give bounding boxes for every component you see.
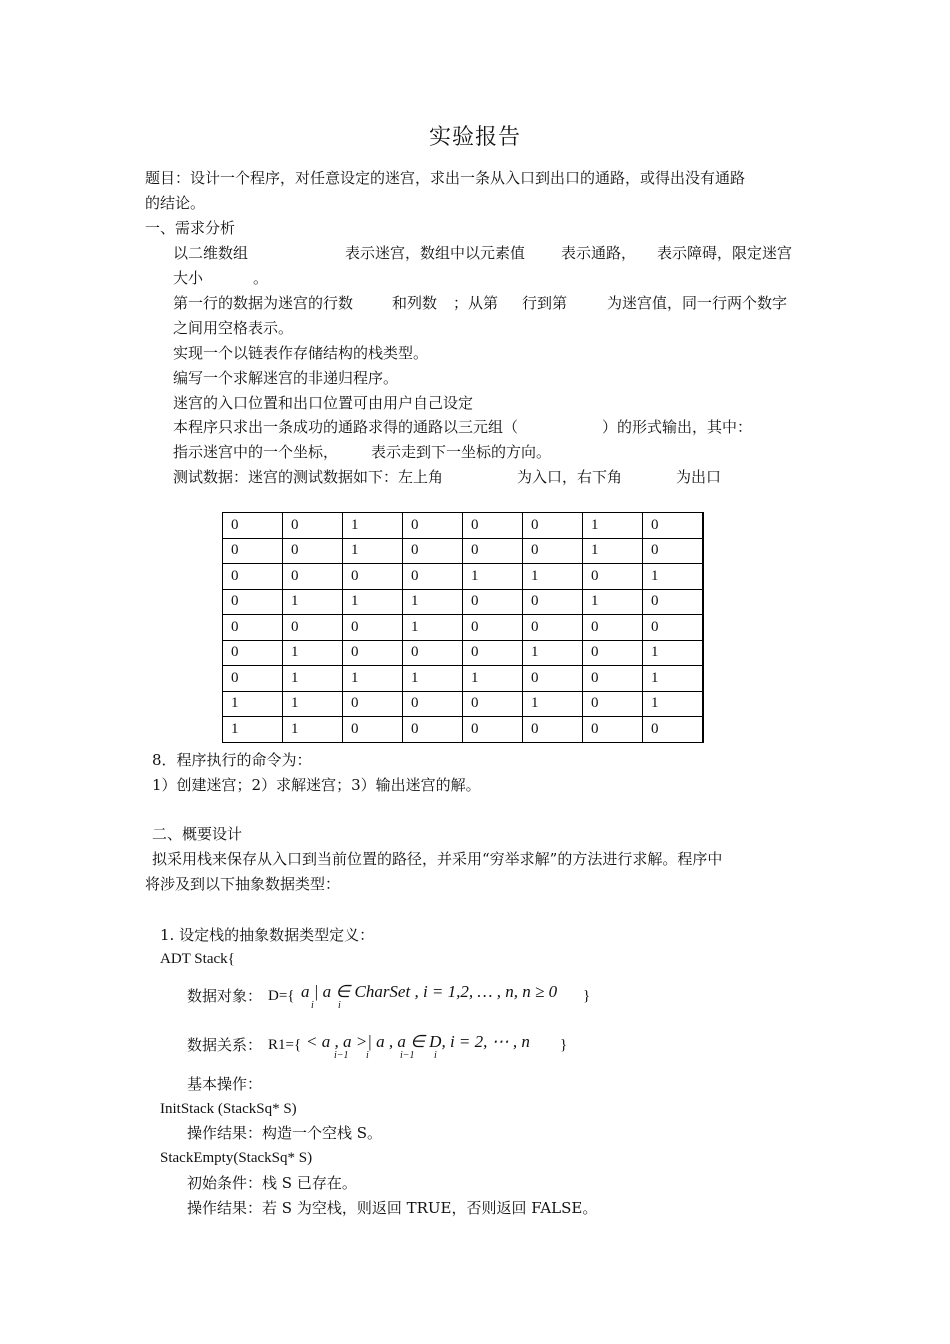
data-relation-label: 数据关系：: [187, 1036, 263, 1054]
maze-cell: 1: [223, 717, 283, 743]
maze-cell: 0: [223, 666, 283, 692]
req-item-6d: 表示走到下一坐标的方向。: [371, 443, 552, 461]
maze-cell: 1: [343, 589, 403, 615]
req-item-6a: 本程序只求出一条成功的通路求得的通路以三元组（: [173, 418, 519, 436]
maze-cell: 0: [343, 717, 403, 743]
req-line-2b: 。: [253, 269, 269, 287]
maze-cell: 0: [583, 640, 643, 666]
req-line-1d: 表示障碍，限定迷宫: [657, 244, 793, 262]
op-stack-empty: StackEmpty(StackSq* S): [160, 1150, 313, 1166]
req-line-3e: 为迷宫值，同一行两个数字: [607, 294, 788, 312]
maze-cell: 0: [223, 640, 283, 666]
section2-heading: 二、概要设计: [152, 825, 243, 843]
subscript-i-minus-1: i−1: [400, 1050, 415, 1061]
maze-row: [223, 691, 704, 717]
section2-para-1: 拟采用栈来保存从入口到当前位置的路径，并采用“穷举求解”的方法进行求解。程序中: [152, 850, 723, 868]
data-object-close: }: [583, 988, 591, 1004]
maze-cell: 1: [223, 691, 283, 717]
maze-cell: 1: [403, 615, 463, 641]
req-item-6b: ）的形式输出，其中：: [602, 418, 753, 436]
maze-cell: 1: [283, 640, 343, 666]
req-line-2a: 大小: [173, 269, 204, 287]
topic-line-2: 的结论。: [145, 194, 206, 212]
data-relation-prefix: R1={: [268, 1037, 302, 1053]
maze-cell: 0: [283, 564, 343, 590]
data-object-formula: a | a ∈ CharSet , i = 1,2, … , n, n ≥ 0: [301, 982, 558, 1001]
maze-cell: 0: [403, 640, 463, 666]
maze-cell: 0: [463, 717, 523, 743]
maze-cell: 0: [463, 691, 523, 717]
maze-cell: 1: [583, 589, 643, 615]
op-init-stack-result: 操作结果：构造一个空栈 S。: [187, 1124, 383, 1142]
req-item-7c: 为出口: [676, 468, 722, 486]
maze-cell: 0: [343, 640, 403, 666]
maze-row: [223, 538, 704, 564]
adt-open: ADT Stack{: [160, 951, 235, 967]
req-item-6c: 指示迷宫中的一个坐标，: [173, 443, 339, 461]
adt-subheading: 1. 设定栈的抽象数据类型定义：: [160, 926, 375, 944]
maze-cell: 1: [523, 564, 583, 590]
maze-cell: 0: [463, 589, 523, 615]
maze-cell: 1: [463, 564, 523, 590]
req-item-3: 实现一个以链表作存储结构的栈类型。: [173, 344, 429, 362]
maze-cell: 0: [523, 717, 583, 743]
data-relation-close: }: [560, 1037, 568, 1053]
maze-cell: 1: [343, 538, 403, 564]
maze-cell: 0: [583, 564, 643, 590]
subscript-i: i: [366, 1050, 369, 1061]
subscript-i: i: [338, 1000, 341, 1011]
maze-row: [223, 717, 704, 743]
req-item-4: 编写一个求解迷宫的非递归程序。: [173, 369, 399, 387]
data-relation-formula: < a , a >| a , a ∈ D, i = 2, ⋯ , n: [306, 1032, 530, 1051]
maze-cell: 0: [583, 691, 643, 717]
maze-cell: 0: [343, 615, 403, 641]
maze-cell: 0: [223, 564, 283, 590]
maze-cell: 1: [643, 640, 704, 666]
maze-row: [223, 513, 704, 539]
maze-cell: 1: [283, 717, 343, 743]
maze-cell: 0: [283, 513, 343, 539]
maze-cell: 1: [343, 513, 403, 539]
maze-cell: 1: [643, 666, 704, 692]
data-object-label: 数据对象：: [187, 987, 263, 1005]
maze-cell: 0: [463, 538, 523, 564]
maze-cell: 0: [523, 513, 583, 539]
maze-cell: 1: [283, 589, 343, 615]
maze-row: [223, 615, 704, 641]
maze-cell: 0: [523, 666, 583, 692]
maze-cell: 1: [523, 640, 583, 666]
req-line-3c: ；从第: [453, 294, 499, 312]
op-stack-empty-result: 操作结果：若 S 为空栈，则返回 TRUE，否则返回 FALSE。: [187, 1199, 598, 1217]
maze-cell: 1: [643, 691, 704, 717]
maze-cell: 1: [343, 666, 403, 692]
req-line-4: 之间用空格表示。: [173, 319, 294, 337]
item-8-heading: 8．程序执行的命令为：: [152, 751, 312, 769]
maze-cell: 0: [403, 538, 463, 564]
maze-cell: 1: [463, 666, 523, 692]
maze-cell: 1: [643, 564, 704, 590]
maze-cell: 0: [583, 717, 643, 743]
maze-cell: 0: [583, 666, 643, 692]
maze-cell: 0: [643, 615, 704, 641]
maze-cell: 0: [643, 589, 704, 615]
req-line-3d: 行到第: [522, 294, 568, 312]
maze-cell: 0: [523, 538, 583, 564]
basic-ops-heading: 基本操作：: [187, 1075, 263, 1093]
req-line-1b: 表示迷宫，数组中以元素值: [345, 244, 526, 262]
maze-table: [222, 512, 704, 743]
maze-cell: 0: [283, 538, 343, 564]
req-line-3a: 第一行的数据为迷宫的行数: [173, 294, 354, 312]
topic-line-1: 题目：设计一个程序，对任意设定的迷宫，求出一条从入口到出口的通路，或得出没有通路: [145, 169, 746, 187]
section2-para-2: 将涉及到以下抽象数据类型：: [145, 875, 341, 893]
maze-cell: 0: [643, 513, 704, 539]
maze-cell: 0: [343, 691, 403, 717]
maze-cell: 0: [283, 615, 343, 641]
maze-row: [223, 564, 704, 590]
maze-row: [223, 589, 704, 615]
maze-cell: 0: [223, 615, 283, 641]
req-line-3b: 和列数: [392, 294, 438, 312]
section1-heading: 一、需求分析: [145, 219, 236, 237]
req-item-7a: 测试数据：迷宫的测试数据如下：左上角: [173, 468, 444, 486]
maze-cell: 0: [223, 589, 283, 615]
data-object-prefix: D={: [268, 988, 295, 1004]
maze-cell: 1: [283, 691, 343, 717]
maze-cell: 0: [583, 615, 643, 641]
maze-cell: 0: [223, 538, 283, 564]
maze-cell: 0: [403, 513, 463, 539]
subscript-i: i: [434, 1050, 437, 1061]
req-line-1c: 表示通路，: [561, 244, 637, 262]
maze-cell: 0: [343, 564, 403, 590]
maze-cell: 0: [223, 513, 283, 539]
maze-cell: 0: [403, 717, 463, 743]
maze-row: [223, 640, 704, 666]
maze-cell: 0: [463, 615, 523, 641]
maze-row: [223, 666, 704, 692]
maze-cell: 0: [463, 640, 523, 666]
maze-cell: 1: [403, 589, 463, 615]
maze-cell: 0: [643, 538, 704, 564]
maze-cell: 1: [583, 513, 643, 539]
maze-cell: 0: [463, 513, 523, 539]
subscript-i-minus-1: i−1: [334, 1050, 349, 1061]
commands-line: 1）创建迷宫；2）求解迷宫；3）输出迷宫的解。: [152, 776, 481, 794]
req-item-7b: 为入口，右下角: [517, 468, 623, 486]
maze-cell: 0: [403, 691, 463, 717]
op-init-stack: InitStack (StackSq* S): [160, 1101, 297, 1117]
maze-cell: 1: [403, 666, 463, 692]
req-line-1a: 以二维数组: [173, 244, 249, 262]
maze-cell: 0: [403, 564, 463, 590]
maze-cell: 0: [643, 717, 704, 743]
maze-cell: 0: [523, 589, 583, 615]
maze-cell: 0: [523, 615, 583, 641]
maze-cell: 1: [583, 538, 643, 564]
maze-cell: 1: [523, 691, 583, 717]
subscript-i: i: [311, 1000, 314, 1011]
report-title: 实验报告: [428, 125, 521, 150]
req-item-5: 迷宫的入口位置和出口位置可由用户自己设定: [173, 394, 474, 412]
op-stack-empty-precondition: 初始条件：栈 S 已存在。: [187, 1174, 357, 1192]
maze-cell: 1: [283, 666, 343, 692]
